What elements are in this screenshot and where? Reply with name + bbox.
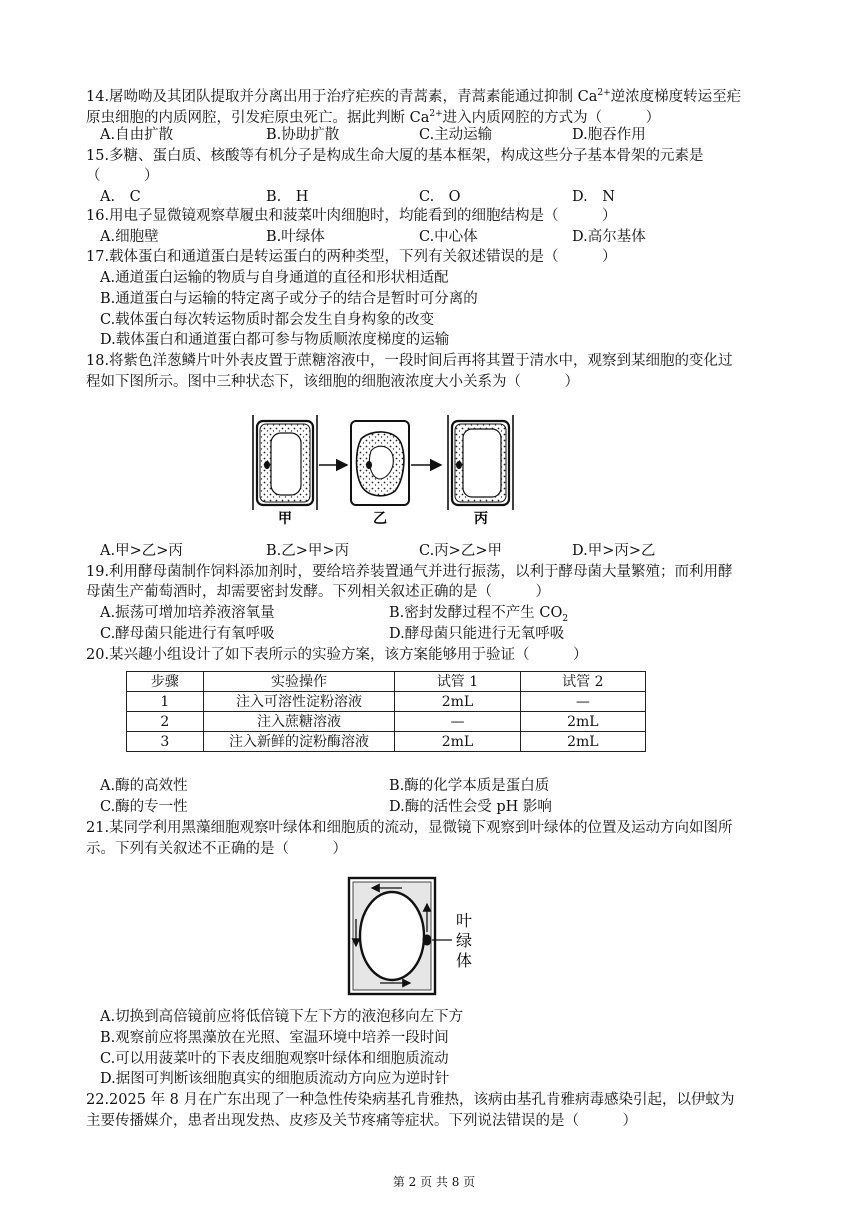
- cell-yi: [351, 421, 409, 505]
- q14-option-b: B.协助扩散: [266, 127, 340, 143]
- table-cell: 2mL: [395, 692, 520, 712]
- label-bing: 丙: [474, 511, 488, 527]
- header-cell: 试管 1: [395, 672, 520, 692]
- q21-stem-line1: 21.某同学利用黑藻细胞观察叶绿体和细胞质的流动，显微镜下观察到叶绿体的位置及运动方向如图所: [86, 820, 733, 836]
- table-row: [127, 712, 646, 732]
- table-cell: 注入可溶性淀粉溶液: [203, 692, 395, 712]
- table-cell: 2mL: [520, 732, 645, 752]
- q21-option-b: B.观察前应将黑藻放在光照、室温环境中培养一段时间: [100, 1030, 449, 1046]
- q18-option-a: A.甲>乙>丙: [100, 543, 183, 559]
- header-cell: 步骤: [127, 672, 204, 692]
- q22-stem-line2: 主要传播媒介，患者出现发热、皮疹及关节疼痛等症状。下列说法错误的是（ ）: [86, 1113, 637, 1129]
- table-cell: 注入新鲜的淀粉酶溶液: [203, 732, 395, 752]
- q15-stem-line2: （ ）: [86, 168, 159, 184]
- q19-option-a: A.振荡可增加培养液溶氧量: [100, 605, 275, 621]
- q19-stem-line1: 19.利用酵母菌制作饲料添加剂时，要给培养装置通气并进行振荡，以利于酵母菌大量繁殖；而利用酵: [86, 564, 733, 580]
- q19-stem-line2: 母菌生产葡萄酒时，却需要密封发酵。下列相关叙述正确的是（ ）: [86, 584, 550, 600]
- q19-option-d: D.酵母菌只能进行无氧呼吸: [389, 626, 565, 642]
- table-cell: 2: [127, 712, 204, 732]
- q15-stem-line1: 15.多糖、蛋白质、核酸等有机分子是构成生命大厦的基本框架，构成这些分子基本骨架的元素是: [86, 148, 704, 164]
- q15-option-d: D. N: [572, 189, 615, 205]
- q17-option-d: D.载体蛋白和通道蛋白都可参与物质顺浓度梯度的运输: [100, 332, 450, 348]
- q14-stem-line2: 原虫细胞的内质网腔，引发疟原虫死亡。据此判断 $Ca^{2+}$进入内质网腔的方式为（ ）: [86, 109, 661, 126]
- q20-option-b: B.酶的化学本质是蛋白质: [389, 778, 550, 794]
- chloroplast-dot: [423, 935, 432, 946]
- table-row: [127, 692, 646, 712]
- q21-stem-line2: 示。下列有关叙述不正确的是（ ）: [86, 841, 347, 857]
- q17-stem: 17.载体蛋白和通道蛋白是转运蛋白的两种类型，下列有关叙述错误的是（ ）: [86, 249, 617, 265]
- q20-option-d: D.酶的活性会受 pH 影响: [389, 799, 552, 815]
- table-cell: 2mL: [520, 712, 645, 732]
- q22-stem-line1: 22.2025 年 8 月在广东出现了一种急性传染病基孔肯雅热，该病由基孔肯雅病毒感染引起，以伊蚊为: [86, 1092, 735, 1108]
- cell-bing: [448, 415, 513, 510]
- q16-option-c: C.中心体: [419, 229, 478, 245]
- q20-option-a: A.酶的高效性: [100, 778, 188, 794]
- q14-stem-line1: 14.屠呦呦及其团队提取并分离出用于治疗疟疾的青蒿素，青蒿素能通过抑制 $Ca^{2+}$逆浓度梯度转运至疟: [86, 88, 742, 105]
- q18-option-c: C.丙>乙>甲: [419, 543, 502, 559]
- q15-option-b: B. H: [266, 189, 309, 205]
- q14-option-d: D.胞吞作用: [572, 127, 646, 143]
- label-lv: 绿: [455, 931, 473, 950]
- q20-stem: 20.某兴趣小组设计了如下表所示的实验方案，该方案能够用于验证（ ）: [86, 647, 588, 663]
- q18-option-d: D.甲>丙>乙: [572, 543, 656, 559]
- label-yi: 乙: [373, 511, 387, 527]
- table-cell: 3: [127, 732, 204, 752]
- q14-option-a: A.自由扩散: [100, 127, 174, 143]
- page-footer: 第 2 页 共 8 页: [392, 1175, 476, 1189]
- q15-option-c: C. O: [419, 189, 461, 205]
- label-ye: 叶: [455, 911, 473, 930]
- q21-option-a: A.切换到高倍镜前应将低倍镜下左下方的液泡移向左下方: [100, 1009, 464, 1025]
- q18-option-b: B.乙>甲>丙: [266, 543, 350, 559]
- chloroplast-figure: [340, 874, 480, 999]
- q21-option-d: D.据图可判断该细胞真实的细胞质流动方向应为逆时针: [100, 1071, 450, 1087]
- header-cell: 试管 2: [520, 672, 645, 692]
- q19-option-c: C.酵母菌只能进行有氧呼吸: [100, 626, 275, 642]
- cell-jia: [253, 415, 317, 510]
- q17-option-b: B.通道蛋白与运输的特定离子或分子的结合是暂时可分离的: [100, 291, 478, 307]
- q18-stem-line2: 程如下图所示。图中三种状态下，该细胞的细胞液浓度大小关系为（ ）: [86, 374, 579, 390]
- q16-option-a: A.细胞壁: [100, 229, 159, 245]
- q16-option-d: D.高尔基体: [572, 229, 646, 245]
- q16-option-b: B.叶绿体: [266, 229, 325, 245]
- table-cell: 1: [127, 692, 204, 712]
- q20-option-c: C.酶的专一性: [100, 799, 188, 815]
- label-ti: 体: [455, 951, 473, 970]
- q18-stem-line1: 18.将紫色洋葱鳞片叶外表皮置于蔗糖溶液中，一段时间后再将其置于清水中，观察到某细胞的变化过: [86, 353, 733, 369]
- q15-option-a: A. C: [100, 189, 141, 205]
- table-cell: 注入蔗糖溶液: [203, 712, 395, 732]
- table-cell: —: [395, 712, 520, 732]
- table-cell: —: [520, 692, 645, 712]
- table-header-row: [127, 672, 646, 692]
- table-cell: 2mL: [395, 732, 520, 752]
- q21-option-c: C.可以用菠菜叶的下表皮细胞观察叶绿体和细胞质流动: [100, 1051, 449, 1067]
- experiment-table: [126, 671, 646, 752]
- q14-option-c: C.主动运输: [419, 127, 493, 143]
- q19-option-b: B.密封发酵过程不产生 $CO_2$: [389, 605, 569, 624]
- q16-stem: 16.用电子显微镜观察草履虫和菠菜叶肉细胞时，均能看到的细胞结构是（ ）: [86, 208, 617, 224]
- label-jia: 甲: [278, 511, 292, 527]
- table-row: [127, 732, 646, 752]
- plasmolysis-figure: [245, 415, 530, 530]
- q17-option-c: C.载体蛋白每次转运物质时都会发生自身构象的改变: [100, 312, 435, 328]
- q17-option-a: A.通道蛋白运输的物质与自身通道的直径和形状相适配: [100, 270, 449, 286]
- header-cell: 实验操作: [203, 672, 395, 692]
